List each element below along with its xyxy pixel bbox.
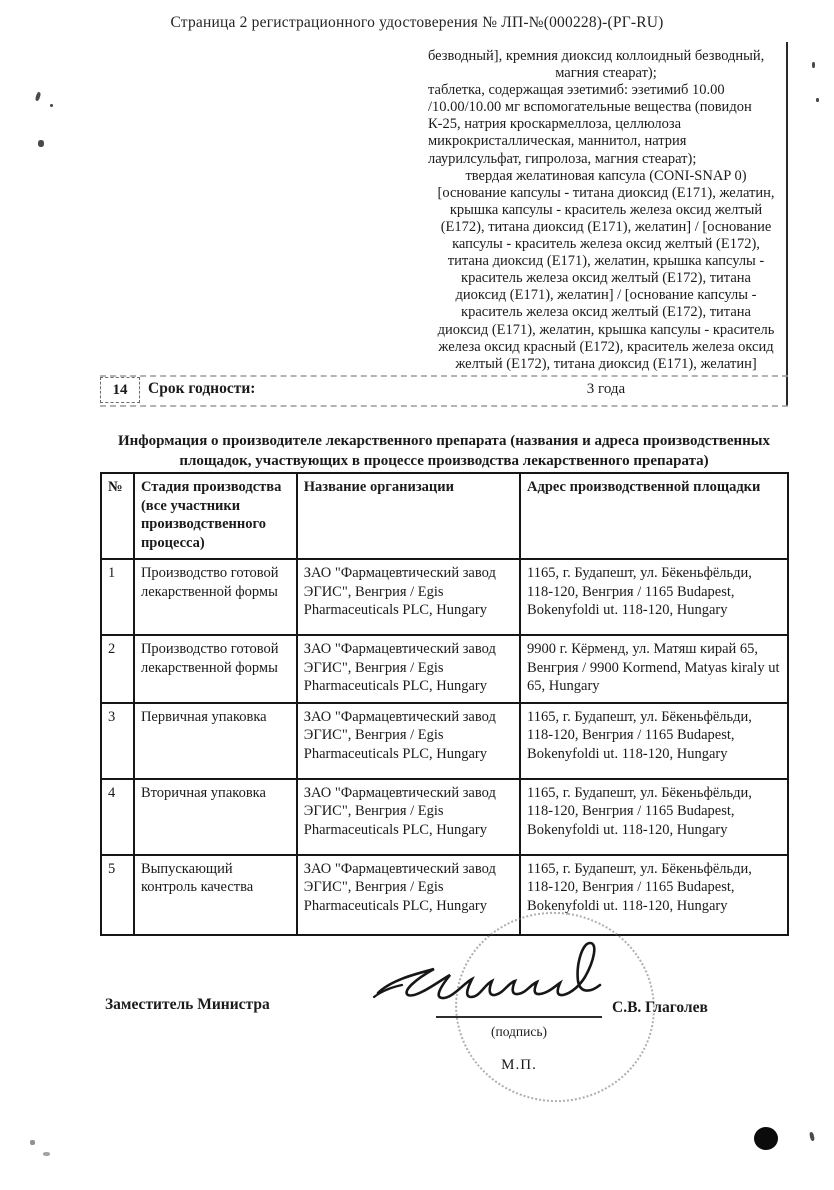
table-header-row <box>101 473 788 559</box>
row-number: 4 <box>101 779 134 855</box>
production-stage: Вторичная упаковка <box>134 779 297 855</box>
organization-name: ЗАО "Фармацевтический завод ЭГИС", Венгрия / Egis Pharmaceuticals PLC, Hungary <box>297 703 520 779</box>
punch-hole-mark <box>754 1127 778 1150</box>
organization-name: ЗАО "Фармацевтический завод ЭГИС", Венгрия / Egis Pharmaceuticals PLC, Hungary <box>297 635 520 703</box>
shelf-life-value: 3 года <box>586 381 626 397</box>
table-row <box>101 855 788 935</box>
composition-line: (E172), титана диоксид (E171), желатин] / [основание <box>440 218 772 235</box>
row-number: 3 <box>101 703 134 779</box>
composition-block <box>428 48 784 373</box>
row-divider-top <box>100 375 788 377</box>
manufacturers-table-body <box>101 559 788 935</box>
field-number: 14 <box>112 381 128 398</box>
scan-speck <box>812 62 815 68</box>
organization-name: ЗАО "Фармацевтический завод ЭГИС", Венгрия / Egis Pharmaceuticals PLC, Hungary <box>297 559 520 635</box>
header-number: № <box>101 473 134 559</box>
row-number: 2 <box>101 635 134 703</box>
signer-name: С.В. Глаголев <box>612 999 708 1016</box>
composition-line: капсулы - краситель железа оксид желтый (E172), <box>452 236 760 253</box>
site-address: 1165, г. Будапешт, ул. Бёкеньфёльди, 118-120, Венгрия / 1165 Budapest, Bokenyfoldi ut. 118-120, Hungary <box>520 855 788 935</box>
scan-speck <box>816 98 819 102</box>
page-header: Страница 2 регистрационного удостоверения № ЛП-№(000228)-(РГ-RU) <box>170 14 664 31</box>
production-stage: Первичная упаковка <box>134 703 297 779</box>
composition-line: титана диоксид (E171), желатин, крышка капсулы - <box>447 253 765 270</box>
table-row <box>101 703 788 779</box>
composition-line: диоксид (E171), желатин, крышка капсулы - краситель <box>437 321 775 338</box>
composition-line: диоксид (E171), желатин] / [основание капсулы - <box>455 287 757 304</box>
scan-speck <box>38 140 44 147</box>
composition-line: лаурилсульфат, гипролоза, магния стеарат); <box>428 150 697 167</box>
composition-line: таблетка, содержащая эзетимиб: эзетимиб 10.00 <box>428 82 725 99</box>
field-number-box <box>100 377 140 403</box>
shelf-life-label: Срок годности: <box>148 380 256 397</box>
row-divider-bottom <box>100 405 788 407</box>
table-row <box>101 559 788 635</box>
production-stage: Выпускающий контроль качества <box>134 855 297 935</box>
composition-line: К-25, натрия кроскармеллоза, целлюлоза <box>428 116 682 133</box>
site-address: 1165, г. Будапешт, ул. Бёкеньфёльди, 118-120, Венгрия / 1165 Budapest, Bokenyfoldi ut. 118-120, Hungary <box>520 559 788 635</box>
manufacturers-table <box>100 472 789 936</box>
composition-line: краситель железа оксид желтый (E172), титана <box>461 270 751 287</box>
composition-line: микрокристаллическая, маннитол, натрия <box>428 133 687 150</box>
scan-speck <box>43 1152 50 1156</box>
table-row <box>101 779 788 855</box>
signature-line <box>436 1016 602 1018</box>
manufacturer-section-title: Информация о производителе лекарственного препарата (названия и адреса производственных площадок, участвующих в процессе производства лекарственного препарата) <box>117 433 770 469</box>
scan-speck <box>50 104 53 107</box>
handwritten-signature-icon <box>372 935 632 1025</box>
scan-speck <box>30 1140 35 1145</box>
organization-name: ЗАО "Фармацевтический завод ЭГИС", Венгрия / Egis Pharmaceuticals PLC, Hungary <box>297 855 520 935</box>
composition-line: крышка капсулы - краситель железа оксид желтый <box>449 201 763 218</box>
composition-line: безводный], кремния диоксид коллоидный безводный, <box>428 48 765 64</box>
row-number: 5 <box>101 855 134 935</box>
seal-place-label: М.П. <box>501 1057 537 1073</box>
header-organization: Название организации <box>297 473 520 559</box>
table-row <box>101 635 788 703</box>
production-stage: Производство готовой лекарственной формы <box>134 635 297 703</box>
composition-line: твердая желатиновая капсула (CONI-SNAP 0) <box>465 167 747 184</box>
row-number: 1 <box>101 559 134 635</box>
composition-line: желтый (E172), титана диоксид (E171), желатин] <box>455 355 757 372</box>
site-address: 1165, г. Будапешт, ул. Бёкеньфёльди, 118-120, Венгрия / 1165 Budapest, Bokenyfoldi ut. 118-120, Hungary <box>520 779 788 855</box>
signer-position: Заместитель Министра <box>105 996 270 1013</box>
signature-caption: (подпись) <box>490 1024 548 1039</box>
organization-name: ЗАО "Фармацевтический завод ЭГИС", Венгрия / Egis Pharmaceuticals PLC, Hungary <box>297 779 520 855</box>
composition-line: /10.00/10.00 мг вспомогательные вещества (повидон <box>428 99 752 116</box>
header-address: Адрес производственной площадки <box>520 473 788 559</box>
composition-line: магния стеарат); <box>555 65 657 82</box>
scan-speck <box>809 1132 815 1142</box>
header-stage: Стадия производства (все участники производственного процесса) <box>134 473 297 559</box>
composition-line: железа оксид красный (E172), краситель железа оксид <box>438 338 774 355</box>
composition-line: краситель железа оксид желтый (E172), титана <box>461 304 751 321</box>
production-stage: Производство готовой лекарственной формы <box>134 559 297 635</box>
table-right-border <box>786 42 788 406</box>
scan-speck <box>35 92 42 102</box>
composition-line: [основание капсулы - титана диоксид (E171), желатин, <box>437 184 775 201</box>
site-address: 9900 г. Кёрменд, ул. Матяш кирай 65, Венгрия / 9900 Kormend, Matyas kiraly ut 65, Hungary <box>520 635 788 703</box>
site-address: 1165, г. Будапешт, ул. Бёкеньфёльди, 118-120, Венгрия / 1165 Budapest, Bokenyfoldi ut. 118-120, Hungary <box>520 703 788 779</box>
